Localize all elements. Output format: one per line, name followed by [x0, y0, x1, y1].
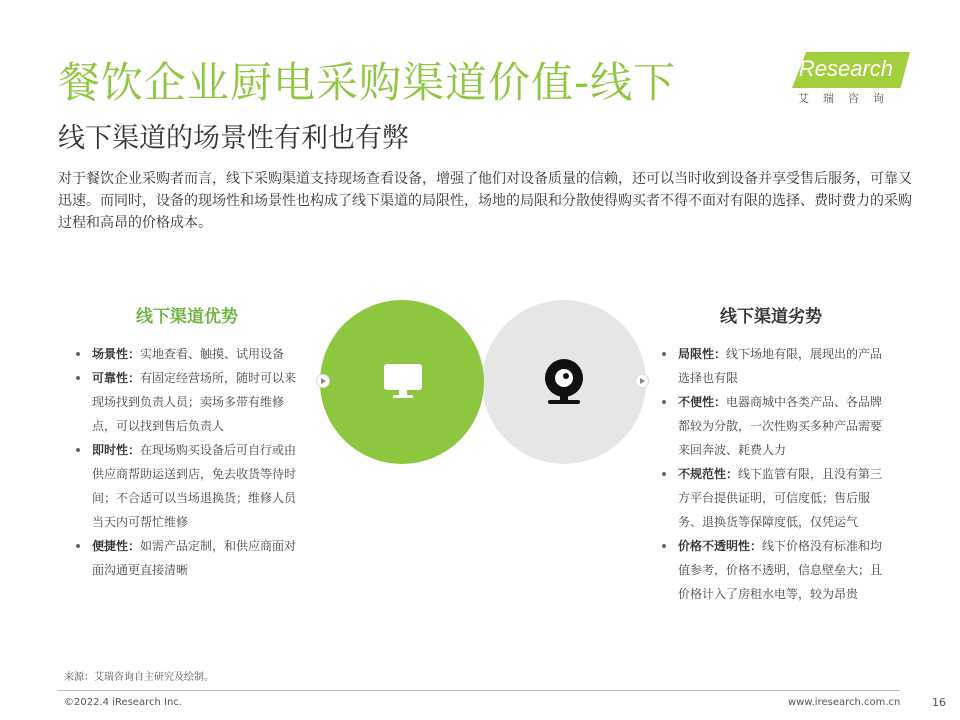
page-title: 餐饮企业厨电采购渠道价值-线下 — [58, 58, 677, 107]
item-term: 价格不透明性： — [678, 539, 763, 553]
iresearch-logo — [792, 52, 914, 104]
logo-text: iResearch — [794, 56, 894, 81]
list-item — [660, 462, 892, 534]
list-item — [660, 342, 892, 390]
list-item — [74, 342, 304, 366]
monitor-icon — [382, 360, 424, 406]
footer-divider — [58, 690, 900, 691]
list-item — [74, 534, 304, 582]
item-text: 有固定经营场所，随时可以来现场找到负责人员；卖场多带有维修点，可以找到售后负责人 — [92, 371, 297, 433]
source-note: 来源：艾瑞咨询自主研究及绘制。 — [64, 672, 214, 683]
list-item — [660, 534, 892, 606]
item-term: 不便性： — [678, 395, 727, 409]
item-term: 不规范性： — [678, 467, 739, 481]
page-number: 16 — [932, 696, 946, 709]
website-link[interactable]: www.iresearch.com.cn — [788, 697, 901, 708]
item-term: 便捷性： — [92, 539, 141, 553]
item-text: 实地查看、触摸、试用设备 — [140, 347, 285, 361]
item-term: 即时性： — [92, 443, 141, 457]
item-term: 可靠性： — [92, 371, 141, 385]
advantages-title: 线下渠道优势 — [136, 307, 238, 327]
item-text: 电器商城中各类产品、各品牌都较为分散，一次性购买多种产品需要来回奔波、耗费人力 — [678, 395, 883, 457]
intro-paragraph: 对于餐饮企业采购者而言，线下采购渠道支持现场查看设备，增强了他们对设备质量的信赖，还可以当时收到设备并享受售后服务，可靠又迅速。而同时，设备的现场性和场景性也构成了线下渠道的局限性，场地的局限和分散使得购买者不得不面对有限的选择、费时费力的采购过程和高昂的价格成本。 — [58, 171, 912, 231]
item-text: 线下场地有限，展现出的产品选择也有限 — [678, 347, 883, 385]
item-text: 在现场购买设备后可自行或由供应商帮助运送到店，免去收货等待时间；不合适可以当场退换货；维修人员当天内可帮忙维修 — [92, 443, 297, 529]
list-item — [660, 390, 892, 462]
item-term: 场景性： — [92, 347, 141, 361]
item-term: 局限性： — [678, 347, 727, 361]
page-subtitle: 线下渠道的场景性有利也有弊 — [58, 123, 409, 154]
advantages-list — [74, 342, 304, 582]
logo-subtitle: 艾瑞咨询 — [798, 92, 898, 105]
copyright: ©2022.4 iResearch Inc. — [64, 697, 182, 708]
chevron-right-icon — [635, 374, 649, 388]
disadvantages-list — [660, 342, 892, 606]
item-text: 如需产品定制，和供应商面对面沟通更直接清晰 — [92, 539, 297, 577]
disadvantages-title: 线下渠道劣势 — [720, 307, 822, 327]
webcam-icon — [540, 356, 588, 410]
list-item — [74, 366, 304, 438]
list-item — [74, 438, 304, 534]
item-text: 线下价格没有标准和均值参考，价格不透明，信息壁垒大；且价格计入了房租水电等，较为昂贵 — [678, 539, 883, 601]
chevron-right-icon — [316, 374, 330, 388]
item-text: 线下监管有限，且没有第三方平台提供证明，可信度低；售后服务、退换货等保障度低，仅凭运气 — [678, 467, 883, 529]
